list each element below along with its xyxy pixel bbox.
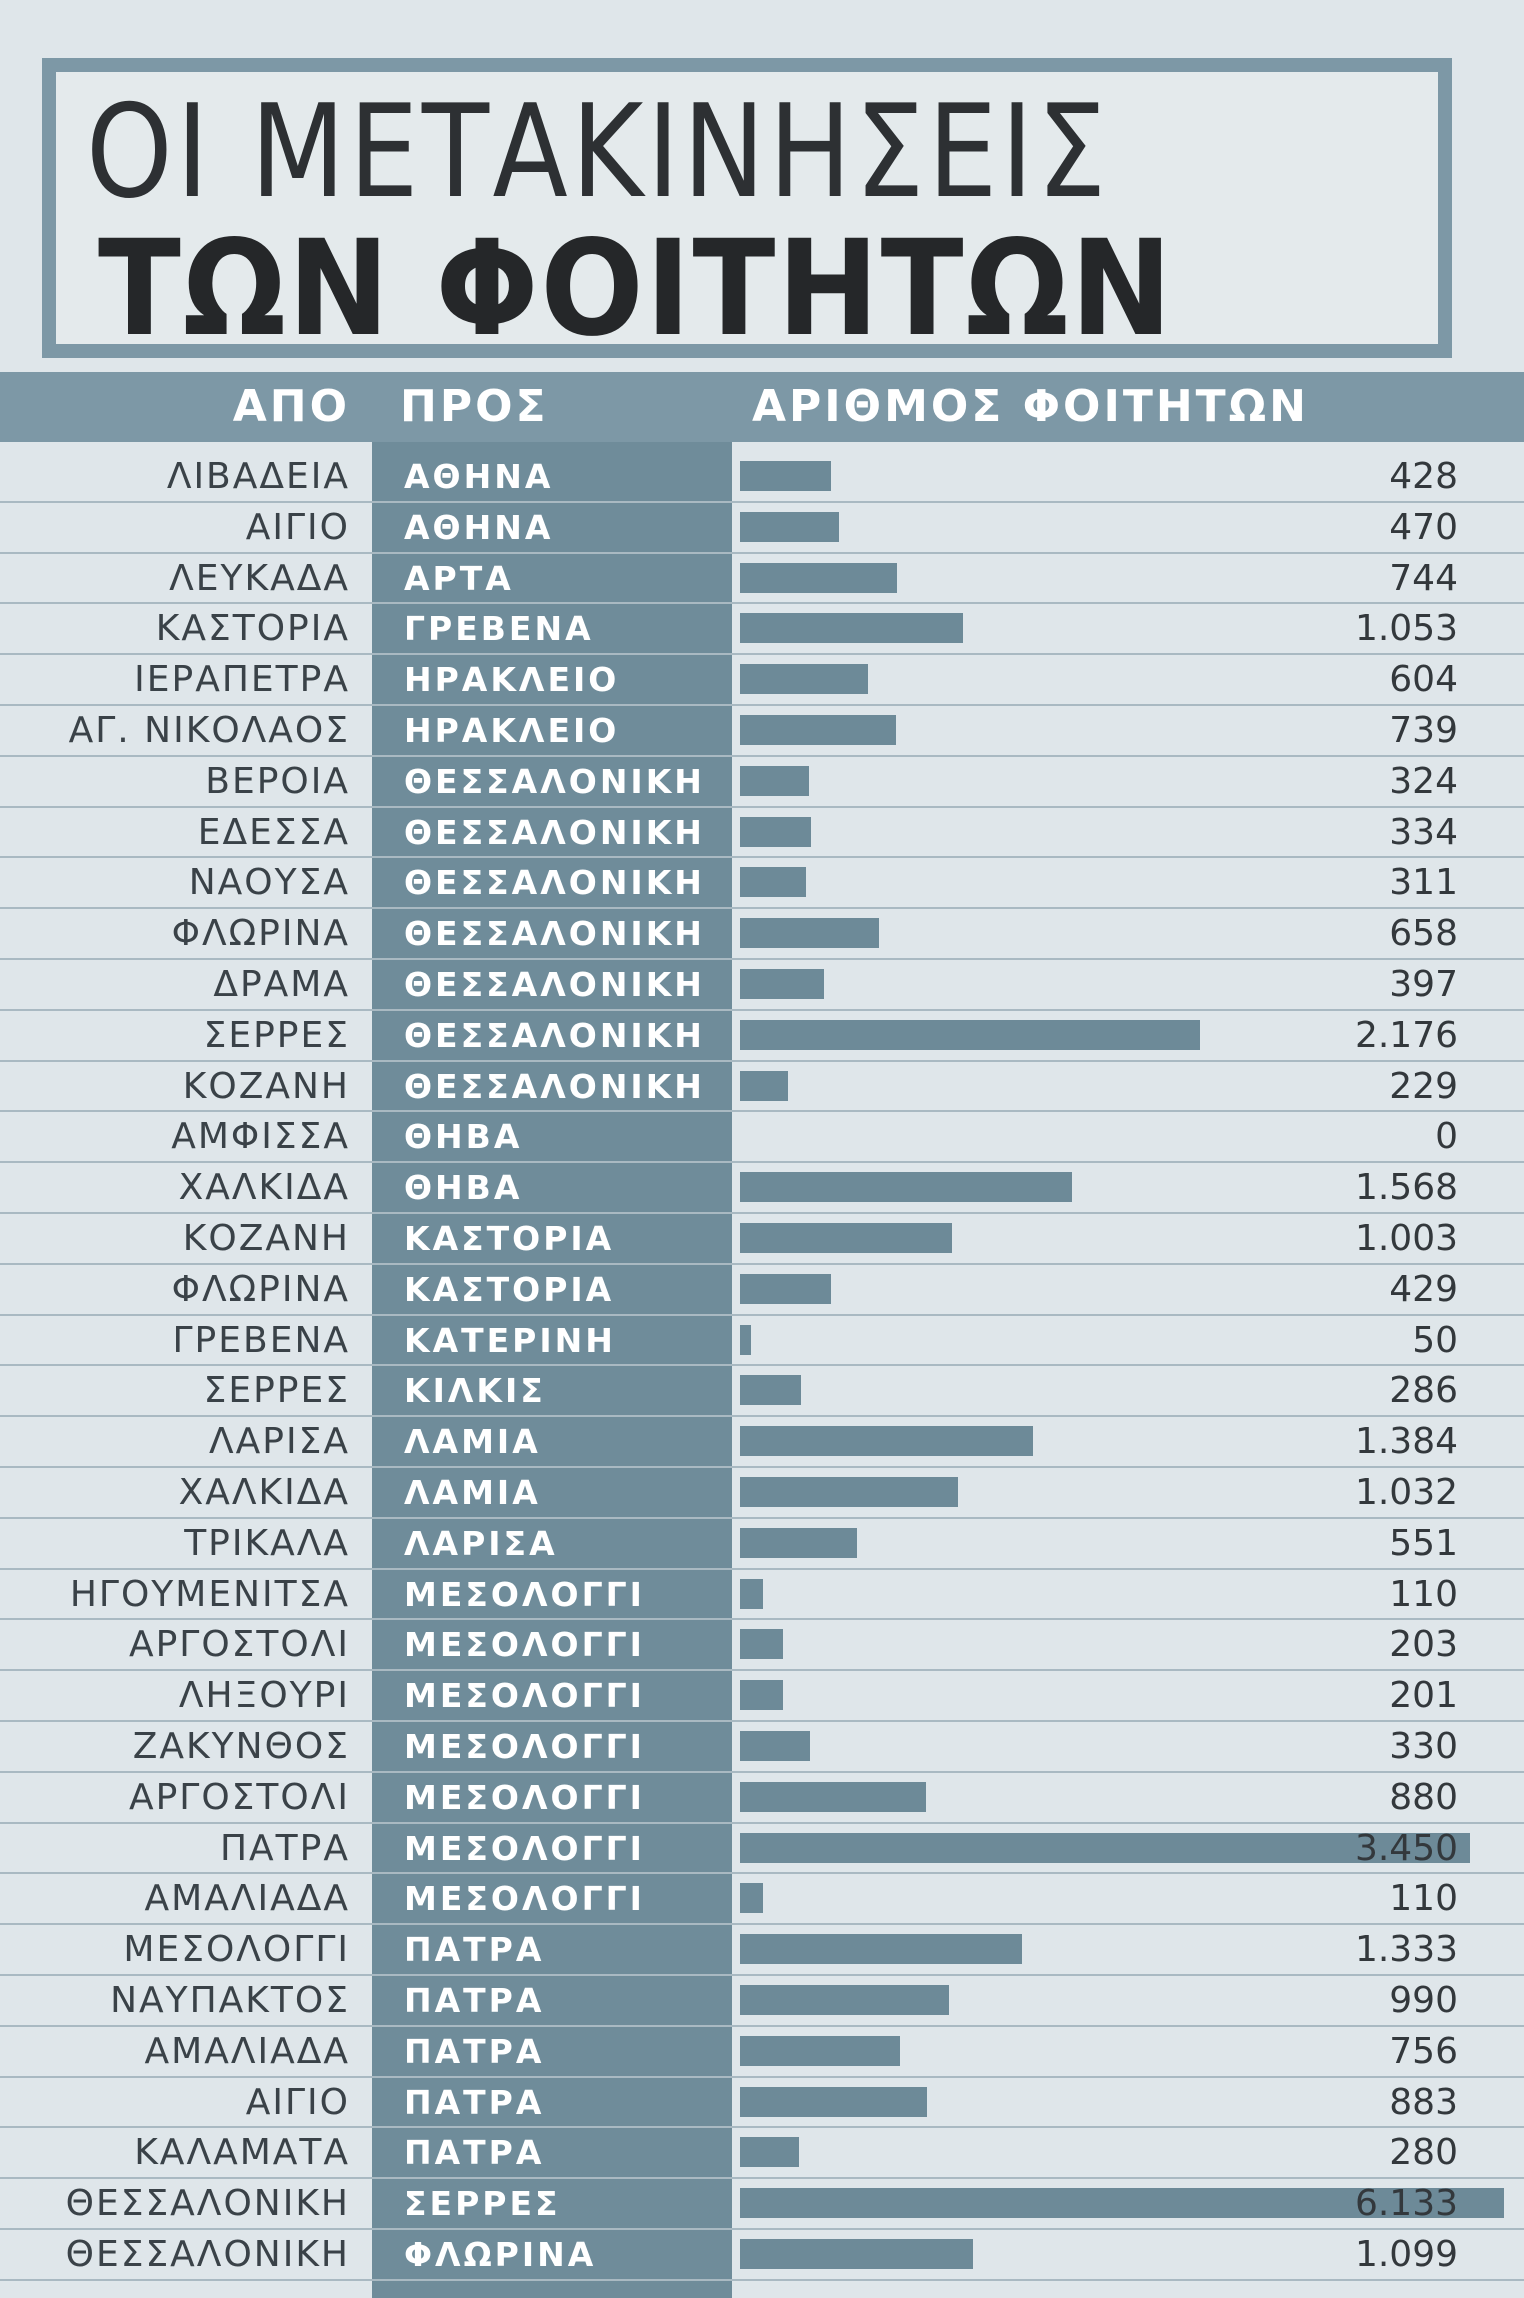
row-value-label: 2.176 [1354,1014,1458,1056]
row-to-label: ΜΕΣΟΛΟΓΓΙ [404,1625,645,1665]
row-bar [740,1020,1200,1050]
row-value-label: 280 [1389,2132,1458,2174]
row-from-label: ΑΜΦΙΣΣΑ [171,1116,350,1158]
row-from-label: ΛΗΞΟΥΡΙ [178,1675,350,1717]
row-value-label: 0 [1435,1116,1458,1158]
row-divider [0,806,1524,808]
row-from-label: ΚΑΣΤΟΡΙΑ [155,608,350,650]
row-from-label: ΣΕΡΡΕΣ [203,1014,350,1056]
row-to-label: ΛΑΜΙΑ [404,1473,541,1512]
row-from-label: ΠΑΤΡΑ [219,1827,350,1869]
row-value-label: 604 [1389,659,1458,701]
row-divider [0,2025,1524,2027]
row-divider [0,1466,1524,1468]
row-value-label: 1.003 [1354,1218,1458,1259]
row-divider [0,1060,1524,1062]
row-divider [0,2076,1524,2078]
row-from-label: ΑΜΑΛΙΑΔΑ [144,2030,350,2072]
row-from-label: ΑΜΑΛΙΑΔΑ [144,1878,350,1920]
row-bar [740,1223,952,1253]
row-value-label: 311 [1389,862,1458,904]
row-to-label: ΘΕΣΣΑΛΟΝΙΚΗ [404,761,705,801]
row-bar [740,563,897,593]
title-line-1: ΟΙ ΜΕΤΑΚΙΝΗΣΕΙΣ [86,78,1110,227]
row-to-label: ΣΕΡΡΕΣ [404,2184,561,2224]
row-to-label: ΠΑΤΡΑ [404,2031,545,2071]
row-to-label: ΚΑΣΤΟΡΙΑ [404,1219,615,1258]
row-to-label: ΑΘΗΝΑ [404,507,554,547]
row-bar [740,1477,958,1507]
row-bar [740,1274,831,1304]
row-bar [740,1426,1033,1456]
row-bar [740,817,811,847]
row-divider [0,653,1524,655]
row-divider [0,1263,1524,1265]
row-to-label: ΓΡΕΒΕΝΑ [404,609,594,649]
row-to-label: ΜΕΣΟΛΟΓΓΙ [404,1574,645,1614]
row-divider [0,1161,1524,1163]
row-divider [0,1923,1524,1925]
row-to-label: ΘΕΣΣΑΛΟΝΙΚΗ [404,1066,705,1106]
row-bar [740,766,809,796]
row-from-label: ΧΑΛΚΙΔΑ [178,1472,350,1513]
row-bar [740,969,824,999]
row-from-label: ΕΔΕΣΣΑ [197,811,350,853]
row-value-label: 739 [1389,710,1458,751]
row-from-label: ΚΟΖΑΝΗ [182,1218,350,1259]
row-value-label: 470 [1389,506,1458,548]
row-from-label: ΑΡΓΟΣΤΟΛΙ [128,1776,350,1818]
row-bar [740,512,839,542]
row-to-label: ΘΗΒΑ [404,1117,523,1157]
title-line-2: ΤΩΝ ΦΟΙΤΗΤΩΝ [98,212,1174,366]
header-to: ΠΡΟΣ [400,381,549,432]
row-value-label: 880 [1389,1776,1458,1818]
row-value-label: 50 [1412,1319,1458,1361]
row-to-label: ΛΑΜΙΑ [404,1422,541,1462]
row-bar [740,1731,810,1761]
row-to-label: ΑΡΤΑ [404,558,514,598]
row-value-label: 1.099 [1354,2234,1458,2275]
row-divider [0,2177,1524,2179]
row-value-label: 1.032 [1354,1472,1458,1513]
row-value-label: 428 [1389,456,1458,497]
row-value-label: 334 [1389,811,1458,853]
row-from-label: ΑΙΓΙΟ [245,506,350,548]
row-to-label: ΦΛΩΡΙΝΑ [404,2235,597,2274]
row-to-label: ΗΡΑΚΛΕΙΟ [404,660,620,700]
row-bar [740,715,896,745]
row-divider [0,1669,1524,1671]
row-to-label: ΠΑΤΡΑ [404,1930,545,1970]
row-bar [740,1629,783,1659]
row-from-label: ΗΓΟΥΜΕΝΙΤΣΑ [69,1573,350,1615]
row-divider [0,1872,1524,1874]
row-bar [740,2087,927,2117]
row-to-label: ΑΘΗΝΑ [404,457,554,496]
row-from-label: ΝΑΟΥΣΑ [188,862,350,904]
row-divider [0,755,1524,757]
row-value-label: 756 [1389,2030,1458,2072]
row-value-label: 1.333 [1354,1929,1458,1971]
row-bar [740,1680,783,1710]
row-divider [0,1771,1524,1773]
row-from-label: ΖΑΚΥΝΘΟΣ [132,1726,350,1767]
title-box [42,58,1452,366]
row-from-label: ΣΕΡΡΕΣ [203,1370,350,1412]
row-to-label: ΘΕΣΣΑΛΟΝΙΚΗ [404,965,705,1004]
row-from-label: ΑΓ. ΝΙΚΟΛΑΟΣ [68,710,350,751]
row-value-label: 429 [1389,1268,1458,1310]
row-value-label: 1.384 [1354,1421,1458,1463]
row-value-label: 203 [1389,1624,1458,1666]
row-value-label: 110 [1389,1573,1458,1615]
row-to-label: ΚΑΤΕΡΙΝΗ [404,1320,616,1360]
row-divider [0,2228,1524,2230]
row-to-label: ΘΕΣΣΑΛΟΝΙΚΗ [404,812,705,852]
row-bar [740,1071,788,1101]
row-divider [0,552,1524,554]
row-to-label: ΚΑΣΤΟΡΙΑ [404,1269,615,1309]
row-value-label: 1.053 [1354,608,1458,650]
row-from-label: ΛΙΒΑΔΕΙΑ [166,456,350,497]
row-divider [0,1568,1524,1570]
row-divider [0,1517,1524,1519]
row-from-label: ΦΛΩΡΙΝΑ [171,913,350,955]
row-bar [740,1985,949,2015]
row-bar [740,1934,1022,1964]
row-from-label: ΛΑΡΙΣΑ [209,1421,350,1463]
row-bar [740,2239,973,2269]
row-bar [740,918,879,948]
row-divider [0,856,1524,858]
row-bar [740,867,806,897]
row-from-label: ΚΑΛΑΜΑΤΑ [134,2132,350,2174]
row-divider [0,1415,1524,1417]
row-bar [740,1528,857,1558]
row-from-label: ΙΕΡΑΠΕΤΡΑ [134,659,350,701]
row-value-label: 330 [1389,1726,1458,1767]
row-to-label: ΚΙΛΚΙΣ [404,1371,546,1411]
row-divider [0,1314,1524,1316]
row-to-label: ΜΕΣΟΛΟΓΓΙ [404,1727,645,1766]
row-divider [0,501,1524,503]
row-bar [740,613,963,643]
row-divider [0,2126,1524,2128]
row-to-label: ΠΑΤΡΑ [404,2133,545,2173]
row-to-label: ΜΕΣΟΛΟΓΓΙ [404,1777,645,1817]
row-value-label: 551 [1389,1522,1458,1564]
row-bar [740,461,831,491]
row-from-label: ΘΕΣΣΑΛΟΝΙΚΗ [65,2183,350,2225]
row-divider [0,1364,1524,1366]
row-bar [740,664,868,694]
row-to-label: ΗΡΑΚΛΕΙΟ [404,711,620,750]
row-to-label: ΘΕΣΣΑΛΟΝΙΚΗ [404,914,705,954]
row-from-label: ΑΡΓΟΣΤΟΛΙ [128,1624,350,1666]
row-divider [0,704,1524,706]
row-from-label: ΦΛΩΡΙΝΑ [171,1268,350,1310]
row-to-label: ΜΕΣΟΛΟΓΓΙ [404,1676,645,1716]
row-bar [740,1579,763,1609]
row-from-label: ΝΑΥΠΑΚΤΟΣ [110,1980,350,2021]
row-bar [740,1883,763,1913]
header-count: ΑΡΙΘΜΟΣ ΦΟΙΤΗΤΩΝ [752,381,1309,432]
row-value-label: 658 [1389,913,1458,955]
row-value-label: 229 [1389,1065,1458,1107]
row-value-label: 990 [1389,1980,1458,2021]
row-value-label: 883 [1389,2081,1458,2123]
row-value-label: 6.133 [1354,2183,1458,2225]
row-to-label: ΜΕΣΟΛΟΓΓΙ [404,1879,645,1919]
row-value-label: 1.568 [1354,1167,1458,1209]
row-from-label: ΧΑΛΚΙΔΑ [178,1167,350,1209]
row-bar [740,1172,1072,1202]
row-bar [740,1325,751,1355]
row-from-label: ΓΡΕΒΕΝΑ [172,1319,350,1361]
row-from-label: ΤΡΙΚΑΛΑ [184,1522,350,1564]
row-to-label: ΠΑΤΡΑ [404,1981,545,2020]
header-from: ΑΠΟ [232,381,350,432]
row-to-label: ΠΑΤΡΑ [404,2082,545,2122]
row-value-label: 324 [1389,760,1458,802]
row-from-label: ΒΕΡΟΙΑ [205,760,350,802]
row-divider [0,1110,1524,1112]
row-from-label: ΘΕΣΣΑΛΟΝΙΚΗ [65,2234,350,2275]
row-value-label: 286 [1389,1370,1458,1412]
row-value-label: 201 [1389,1675,1458,1717]
row-bar [740,1782,926,1812]
row-from-label: ΛΕΥΚΑΔΑ [169,557,350,599]
row-bar [740,2137,799,2167]
row-bar [740,2036,900,2066]
row-to-label: ΜΕΣΟΛΟΓΓΙ [404,1828,645,1868]
row-divider [0,907,1524,909]
row-from-label: ΔΡΑΜΑ [213,964,350,1005]
row-to-label: ΘΕΣΣΑΛΟΝΙΚΗ [404,863,705,903]
row-to-label: ΘΕΣΣΑΛΟΝΙΚΗ [404,1015,705,1055]
row-divider [0,1618,1524,1620]
row-value-label: 110 [1389,1878,1458,1920]
row-from-label: ΚΟΖΑΝΗ [182,1065,350,1107]
row-divider [0,1212,1524,1214]
row-to-label: ΛΑΡΙΣΑ [404,1523,558,1563]
row-divider [0,2279,1524,2281]
row-value-label: 744 [1389,557,1458,599]
row-from-label: ΑΙΓΙΟ [245,2081,350,2123]
row-divider [0,1974,1524,1976]
row-value-label: 3.450 [1354,1827,1458,1869]
row-divider [0,1822,1524,1824]
row-to-label: ΘΗΒΑ [404,1168,523,1208]
row-divider [0,602,1524,604]
row-bar [740,1375,801,1405]
row-divider [0,1720,1524,1722]
row-divider [0,1009,1524,1011]
row-divider [0,958,1524,960]
row-value-label: 397 [1389,964,1458,1005]
row-from-label: ΜΕΣΟΛΟΓΓΙ [123,1929,350,1971]
